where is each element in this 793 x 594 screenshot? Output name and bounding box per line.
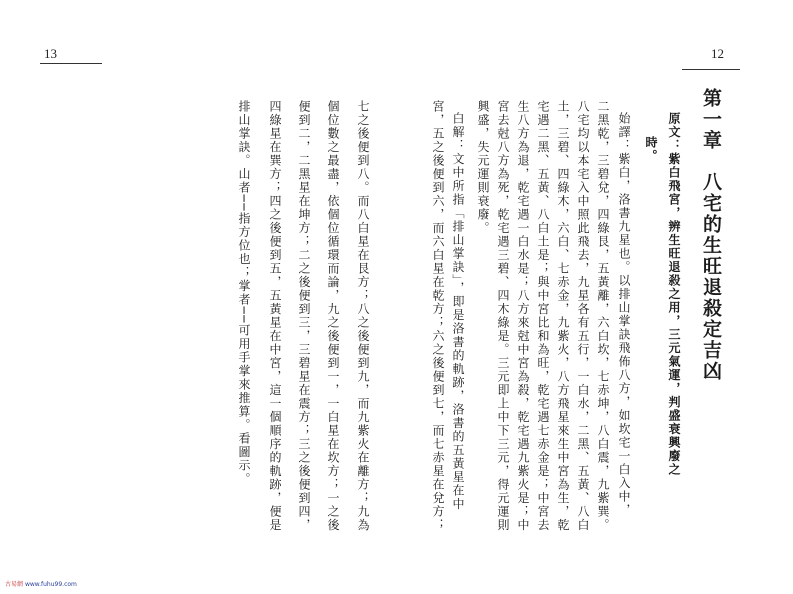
watermark-prefix: 古易網 — [5, 581, 24, 588]
left-text-column: 便到二，二黑星在坤方；二之後便到三，三碧星在震方；三之後便到四， — [297, 100, 311, 532]
translation-column: 宅遇二黑、五黃、八白土是；與中宮比和為旺，乾宅遇七赤金是；中宮去 — [536, 100, 550, 532]
explanation-column: 宮，五之後便到六，而六白星在乾方；六之後便到七，而七赤星在兌方； — [431, 100, 445, 532]
left-page-number: 13 — [44, 46, 57, 61]
original-text-column: 時。 — [644, 136, 658, 163]
left-text-column: 七之後便到八。而八白星在艮方；八之後便到九，而九紫火在離方；九為 — [356, 100, 370, 532]
translation-column: 土，三碧、四綠木，六白、七赤金，九紫火，八方飛星來生中宮為生，乾 — [556, 100, 570, 532]
left-header-rule — [40, 63, 102, 64]
original-text-column: 原文：紫白飛宮，辨生旺退殺之用，三元氣運，判盛衰興廢之 — [667, 112, 681, 477]
left-text-column: 排山掌訣。山者──指方位也；掌者──可用手掌來推算。看圖示。 — [237, 100, 251, 486]
translation-column: 生八方為退，乾宅遇一白水是；八方來尅中宮為殺，乾宅遇九紫火是；中 — [516, 100, 530, 532]
watermark-host: www.fuhu99.com — [24, 581, 77, 588]
translation-column: 二黑乾，三碧兌，四綠艮，五黃離，六白坎，七赤坤，八白震，九紫巽。 — [596, 100, 610, 532]
translation-column: 八宅均以本宅入中照此飛去，九星各有五行，一白水，二黑、五黃、八白 — [576, 100, 590, 532]
left-text-column: 個位數之最盡，依個位循環而論，九之後便到一，一白星在坎方；一之後 — [326, 100, 340, 532]
left-text-column: 四綠星在巽方；四之後便到五，五黃星在中宮，這一個順序的軌跡，便是 — [268, 100, 282, 532]
right-header-rule — [682, 69, 740, 70]
chapter-title: 第一章 八宅的生旺退殺定吉凶 — [700, 88, 722, 382]
translation-column: 始譯：紫白，洛書九星也。以排山掌訣飛佈八方，如坎宅一白入中， — [617, 112, 631, 517]
translation-column: 宮去尅八方為死，乾宅遇三碧、四木綠是。三元即上中下三元，得元運則 — [496, 100, 510, 532]
translation-column: 興盛，失元運則衰廢。 — [476, 100, 490, 235]
footer-watermark — [5, 579, 77, 588]
right-page-number: 12 — [711, 46, 724, 61]
explanation-column: 白解：文中所指「排山掌訣」，即是洛書的軌跡，洛書的五黃星在中 — [451, 112, 465, 511]
